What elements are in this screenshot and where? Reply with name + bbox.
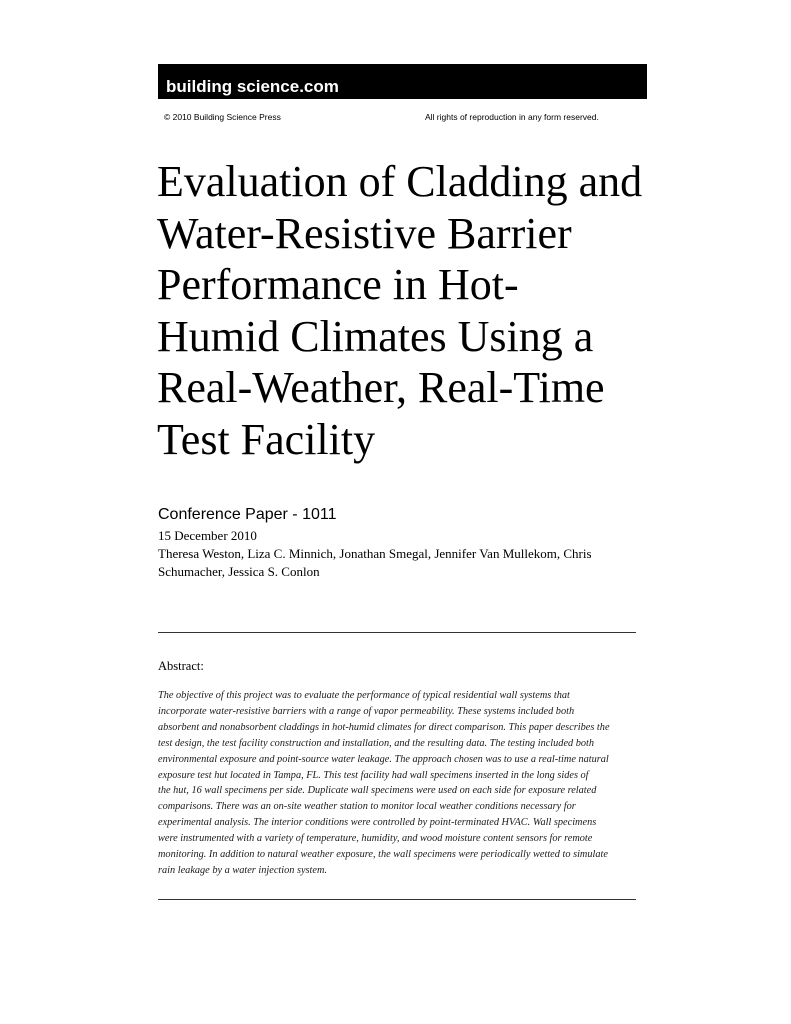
abstract-heading: Abstract: [158, 659, 204, 673]
abstract-line: the hut, 16 wall specimens per side. Duplicate wall specimens were used on each side for exposure related [158, 785, 597, 797]
abstract-line: absorbent and nonabsorbent claddings in hot-humid climates for direct comparison. This paper describes the [158, 721, 610, 733]
abstract-line: experimental analysis. The interior conditions were controlled by point-terminated HVAC. Wall specimens [158, 817, 597, 829]
abstract-line: The objective of this project was to evaluate the performance of typical residential wall systems that [158, 690, 570, 701]
title-line: Water-Resistive Barrier [157, 208, 572, 258]
abstract-line: environmental exposure and point-source water leakage. The approach chosen was to use a real-time natural [158, 753, 609, 765]
abstract-line: incorporate water-resistive barriers with a range of vapor permeability. These systems included both [158, 705, 575, 717]
title-line: Humid Climates Using a [157, 311, 594, 361]
title-line: Evaluation of Cladding and [157, 157, 643, 206]
divider-top [158, 632, 636, 633]
title-line: Test Facility [157, 414, 376, 464]
site-banner [158, 64, 647, 99]
site-name: building science.com [166, 77, 339, 96]
publication-date: 15 December 2010 [158, 528, 257, 543]
paper-type: Conference Paper - 1011 [158, 506, 337, 523]
author-line: Theresa Weston, Liza C. Minnich, Jonathan Smegal, Jennifer Van Mullekom, Chris [158, 546, 592, 561]
copyright-notice: © 2010 Building Science Press [164, 112, 281, 122]
abstract-line: rain leakage by a water injection system. [158, 864, 328, 876]
author-list [158, 545, 638, 580]
abstract-line: exposure test hut located in Tampa, FL. This test facility had wall specimens inserted in the long sides of [158, 769, 589, 781]
abstract-line: were instrumented with a variety of temperature, humidity, and wood moisture content sensors for remote [158, 833, 593, 845]
rights-notice: All rights of reproduction in any form reserved. [425, 112, 599, 122]
abstract-body [158, 688, 638, 879]
author-line: Schumacher, Jessica S. Conlon [158, 563, 320, 579]
title-line: Performance in Hot- [157, 260, 519, 309]
abstract-line: test design, the test facility construction and installation, and the resulting data. The testing included both [158, 737, 595, 749]
abstract-line: monitoring. In addition to natural weather exposure, the wall specimens were periodically wetted to simulate [158, 849, 608, 861]
title-line: Real-Weather, Real-Time [157, 363, 605, 412]
divider-bottom [158, 899, 636, 900]
abstract-line: comparisons. There was an on-site weather station to monitor local weather conditions necessary for [158, 801, 576, 813]
paper-title [157, 156, 677, 465]
